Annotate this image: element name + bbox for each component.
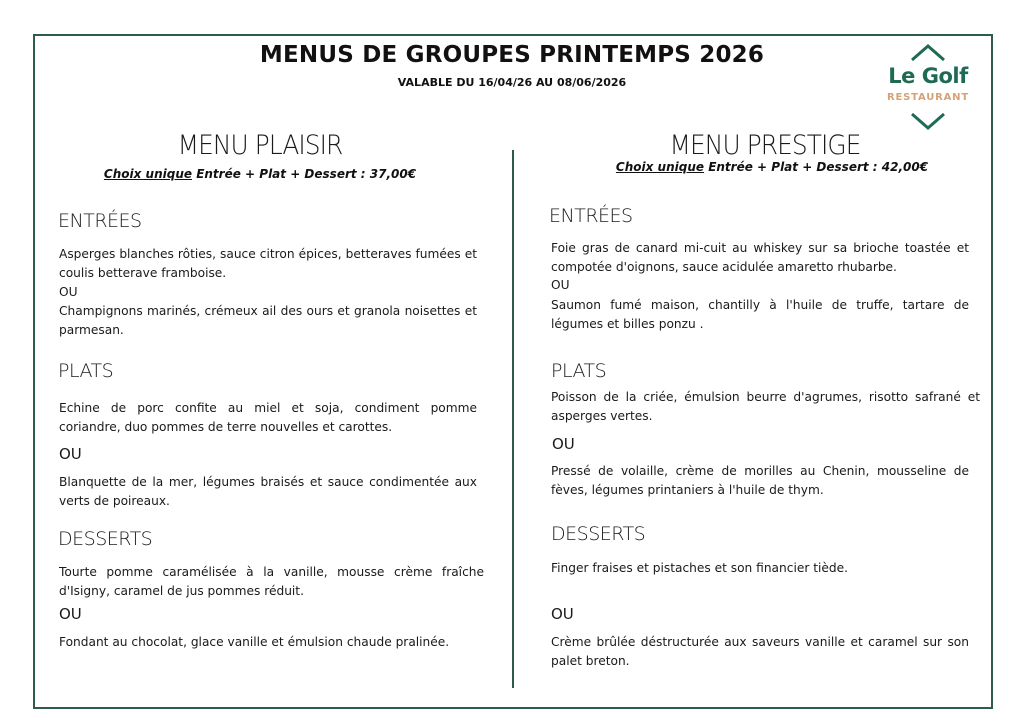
- menu-plaisir-price: [60, 167, 460, 181]
- price-choice-label: Choix unique: [103, 167, 193, 181]
- or-separator: OU: [59, 605, 82, 623]
- or-separator: OU: [552, 435, 575, 453]
- restaurant-logo: [880, 42, 976, 134]
- entree-item: Asperges blanches rôties, sauce citron épices, betteraves fumées et coulis betterave framboise.: [59, 247, 477, 280]
- column-divider: [512, 150, 514, 688]
- price-choice-label: Choix unique: [615, 160, 705, 174]
- entree-item: Foie gras de canard mi-cuit au whiskey sur sa brioche toastée et compotée d'oignons, sauce acidulée amaretto rhubarbe.: [551, 241, 969, 274]
- menu-prestige-price: [572, 160, 972, 174]
- price-details: Entrée + Plat + Dessert : 37,00€: [192, 167, 417, 181]
- entree-item: Champignons marinés, crémeux ail des ours et granola noisettes et parmesan.: [59, 304, 477, 337]
- section-plats-title: PLATS: [551, 360, 607, 382]
- section-plats-title: PLATS: [58, 360, 114, 382]
- or-separator: OU: [59, 285, 78, 299]
- section-desserts-title: DESSERTS: [551, 523, 646, 545]
- entree-item: Saumon fumé maison, chantilly à l'huile de truffe, tartare de légumes et billes ponzu .: [551, 298, 969, 331]
- price-details: Entrée + Plat + Dessert : 42,00€: [704, 160, 929, 174]
- menu-plaisir-title: MENU PLAISIR: [177, 130, 343, 161]
- dessert-item: Crème brûlée déstructurée aux saveurs vanille et caramel sur son palet breton.: [551, 635, 969, 668]
- menu-prestige-title: MENU PRESTIGE: [669, 130, 861, 161]
- chevron-logo-icon: [880, 42, 976, 134]
- plat-item: Poisson de la criée, émulsion beurre d'agrumes, risotto safrané et asperges vertes.: [551, 390, 980, 423]
- section-entrees-title: ENTRÉES: [549, 205, 633, 227]
- section-desserts-title: DESSERTS: [58, 528, 153, 550]
- or-separator: OU: [551, 278, 570, 292]
- page-title: MENUS DE GROUPES PRINTEMPS 2026: [259, 42, 765, 68]
- dessert-item: Fondant au chocolat, glace vanille et émulsion chaude pralinée.: [59, 635, 450, 649]
- logo-subtitle: RESTAURANT: [887, 92, 969, 103]
- logo-name: Le Golf: [888, 64, 968, 88]
- dessert-item: Tourte pomme caramélisée à la vanille, mousse crème fraîche d'Isigny, caramel de jus pommes réduit.: [59, 565, 484, 598]
- plat-item: Echine de porc confite au miel et soja, condiment pomme coriandre, duo pommes de terre nouvelles et carottes.: [59, 401, 477, 434]
- or-separator: OU: [551, 605, 574, 623]
- or-separator: OU: [59, 445, 82, 463]
- dessert-item: Finger fraises et pistaches et son financier tiède.: [551, 561, 848, 575]
- plat-item: Blanquette de la mer, légumes braisés et sauce condimentée aux verts de poireaux.: [59, 475, 477, 508]
- plat-item: Pressé de volaille, crème de morilles au Chenin, mousseline de fèves, légumes printaniers à l'huile de thym.: [551, 464, 969, 497]
- validity-dates: VALABLE DU 16/04/26 AU 08/06/2026: [397, 76, 627, 89]
- section-entrees-title: ENTRÉES: [58, 210, 142, 232]
